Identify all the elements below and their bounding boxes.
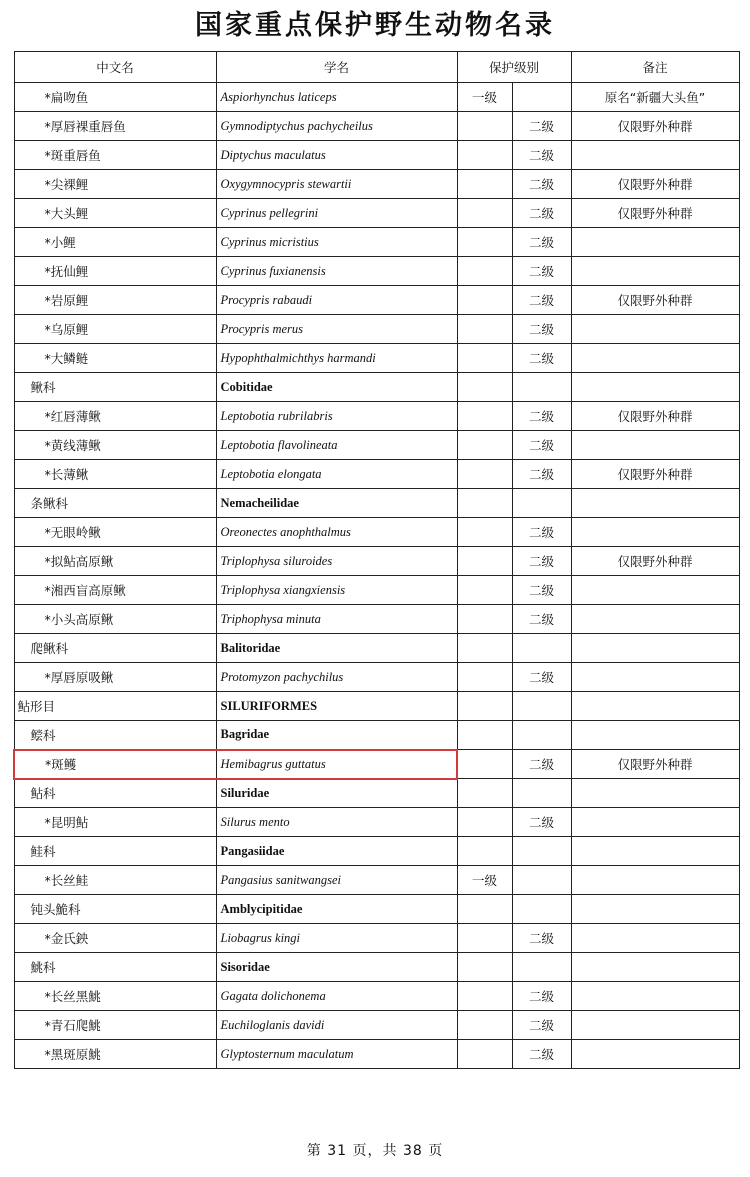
scientific-name-cell: Leptobotia rubrilabris [216, 402, 457, 431]
scientific-name-cell: Hypophthalmichthys harmandi [216, 344, 457, 373]
table-row [14, 779, 739, 808]
level-two-cell: 二级 [512, 576, 571, 605]
level-two-cell: 二级 [512, 402, 571, 431]
level-two-cell [512, 692, 571, 721]
level-two-cell [512, 634, 571, 663]
table-row [14, 982, 739, 1011]
level-one-cell [457, 518, 512, 547]
level-one-cell [457, 721, 512, 750]
remarks-cell: 仅限野外种群 [571, 199, 739, 228]
table-row [14, 112, 739, 141]
level-two-cell [512, 83, 571, 112]
level-two-cell: 二级 [512, 924, 571, 953]
chinese-name-cell: *小鲤 [14, 228, 216, 257]
remarks-cell: 仅限野外种群 [571, 112, 739, 141]
remarks-cell: 仅限野外种群 [571, 547, 739, 576]
level-one-cell [457, 982, 512, 1011]
level-one-cell [457, 257, 512, 286]
header-protection-level: 保护级别 [457, 52, 571, 83]
table-row [14, 924, 739, 953]
chinese-name-cell: *红唇薄鳅 [14, 402, 216, 431]
chinese-name-cell: *昆明鲇 [14, 808, 216, 837]
table-row [14, 83, 739, 112]
remarks-cell [571, 866, 739, 895]
chinese-name-cell: *厚唇裸重唇鱼 [14, 112, 216, 141]
level-one-cell [457, 286, 512, 315]
scientific-name-cell: Amblycipitidae [216, 895, 457, 924]
remarks-cell: 原名“新疆大头鱼” [571, 83, 739, 112]
remarks-cell: 仅限野外种群 [571, 460, 739, 489]
chinese-name-cell: *长丝黑鮡 [14, 982, 216, 1011]
level-one-cell [457, 837, 512, 866]
scientific-name-cell: Bagridae [216, 721, 457, 750]
scientific-name-cell: Procypris merus [216, 315, 457, 344]
table-row [14, 750, 739, 779]
level-one-cell [457, 141, 512, 170]
scientific-name-cell: Leptobotia elongata [216, 460, 457, 489]
chinese-name-cell: *岩原鲤 [14, 286, 216, 315]
scientific-name-cell: Cobitidae [216, 373, 457, 402]
level-two-cell: 二级 [512, 286, 571, 315]
level-two-cell: 二级 [512, 1040, 571, 1069]
chinese-name-cell: 钝头鮠科 [14, 895, 216, 924]
level-two-cell [512, 721, 571, 750]
level-two-cell: 二级 [512, 141, 571, 170]
table-row [14, 547, 739, 576]
chinese-name-cell: *小头高原鳅 [14, 605, 216, 634]
scientific-name-cell: Oxygymnocypris stewartii [216, 170, 457, 199]
remarks-cell [571, 518, 739, 547]
chinese-name-cell: *黄线薄鳅 [14, 431, 216, 460]
table-row [14, 141, 739, 170]
scientific-name-cell: Cyprinus pellegrini [216, 199, 457, 228]
table-row [14, 1011, 739, 1040]
level-two-cell [512, 895, 571, 924]
chinese-name-cell: *尖裸鲤 [14, 170, 216, 199]
level-two-cell: 二级 [512, 199, 571, 228]
scientific-name-cell: Aspiorhynchus laticeps [216, 83, 457, 112]
chinese-name-cell: *斑鳠 [14, 750, 216, 779]
level-one-cell [457, 170, 512, 199]
chinese-name-cell: *长薄鳅 [14, 460, 216, 489]
chinese-name-cell: *大鳞鲢 [14, 344, 216, 373]
level-two-cell: 二级 [512, 750, 571, 779]
scientific-name-cell: Triplophysa xiangxiensis [216, 576, 457, 605]
table-row [14, 692, 739, 721]
scientific-name-cell: Pangasiidae [216, 837, 457, 866]
level-two-cell: 二级 [512, 228, 571, 257]
scientific-name-cell: Protomyzon pachychilus [216, 663, 457, 692]
level-one-cell [457, 895, 512, 924]
table-row [14, 286, 739, 315]
table-body [14, 83, 739, 1069]
chinese-name-cell: 条鳅科 [14, 489, 216, 518]
remarks-cell [571, 837, 739, 866]
chinese-name-cell: 鮡科 [14, 953, 216, 982]
header-scientific-name: 学名 [216, 52, 457, 83]
level-two-cell: 二级 [512, 315, 571, 344]
chinese-name-cell: *无眼岭鳅 [14, 518, 216, 547]
chinese-name-cell: *乌原鲤 [14, 315, 216, 344]
level-one-cell [457, 315, 512, 344]
chinese-name-cell: *金氏鉠 [14, 924, 216, 953]
scientific-name-cell: Hemibagrus guttatus [216, 750, 457, 779]
scientific-name-cell: Gagata dolichonema [216, 982, 457, 1011]
scientific-name-cell: Siluridae [216, 779, 457, 808]
chinese-name-cell: 鲇科 [14, 779, 216, 808]
scientific-name-cell: Triplophysa siluroides [216, 547, 457, 576]
scientific-name-cell: Glyptosternum maculatum [216, 1040, 457, 1069]
level-two-cell [512, 779, 571, 808]
level-one-cell [457, 1040, 512, 1069]
scientific-name-cell: Cyprinus fuxianensis [216, 257, 457, 286]
table-row [14, 953, 739, 982]
remarks-cell [571, 373, 739, 402]
level-one-cell [457, 1011, 512, 1040]
level-two-cell: 二级 [512, 344, 571, 373]
remarks-cell [571, 924, 739, 953]
scientific-name-cell: Silurus mento [216, 808, 457, 837]
level-two-cell [512, 866, 571, 895]
level-one-cell [457, 634, 512, 663]
header-chinese-name: 中文名 [14, 52, 216, 83]
chinese-name-cell: *黑斑原鮡 [14, 1040, 216, 1069]
remarks-cell [571, 431, 739, 460]
level-one-cell [457, 924, 512, 953]
remarks-cell [571, 605, 739, 634]
scientific-name-cell: Sisoridae [216, 953, 457, 982]
remarks-cell: 仅限野外种群 [571, 402, 739, 431]
remarks-cell [571, 692, 739, 721]
level-two-cell [512, 837, 571, 866]
level-two-cell: 二级 [512, 605, 571, 634]
chinese-name-cell: 鲿科 [14, 721, 216, 750]
level-two-cell [512, 489, 571, 518]
level-two-cell [512, 953, 571, 982]
remarks-cell [571, 663, 739, 692]
table-row [14, 721, 739, 750]
remarks-cell: 仅限野外种群 [571, 286, 739, 315]
level-one-cell [457, 779, 512, 808]
level-one-cell [457, 953, 512, 982]
scientific-name-cell: Euchiloglanis davidi [216, 1011, 457, 1040]
table-row [14, 228, 739, 257]
scientific-name-cell: Procypris rabaudi [216, 286, 457, 315]
remarks-cell [571, 344, 739, 373]
scientific-name-cell: SILURIFORMES [216, 692, 457, 721]
table-row [14, 663, 739, 692]
chinese-name-cell: *厚唇原吸鳅 [14, 663, 216, 692]
scientific-name-cell: Nemacheilidae [216, 489, 457, 518]
table-row [14, 344, 739, 373]
remarks-cell [571, 808, 739, 837]
chinese-name-cell: 爬鳅科 [14, 634, 216, 663]
table-row [14, 1040, 739, 1069]
chinese-name-cell: *大头鲤 [14, 199, 216, 228]
species-table [13, 51, 740, 1069]
level-one-cell [457, 344, 512, 373]
level-two-cell: 二级 [512, 1011, 571, 1040]
level-two-cell: 二级 [512, 112, 571, 141]
table-row [14, 315, 739, 344]
table-row [14, 576, 739, 605]
level-two-cell: 二级 [512, 982, 571, 1011]
table-row [14, 431, 739, 460]
table-row [14, 605, 739, 634]
level-one-cell: 一级 [457, 866, 512, 895]
level-two-cell [512, 373, 571, 402]
remarks-cell [571, 228, 739, 257]
remarks-cell [571, 982, 739, 1011]
level-one-cell [457, 605, 512, 634]
scientific-name-cell: Leptobotia flavolineata [216, 431, 457, 460]
table-header-row [14, 52, 739, 83]
chinese-name-cell: 鲑科 [14, 837, 216, 866]
level-two-cell: 二级 [512, 431, 571, 460]
chinese-name-cell: *扁吻鱼 [14, 83, 216, 112]
remarks-cell [571, 779, 739, 808]
table-row [14, 199, 739, 228]
level-two-cell: 二级 [512, 518, 571, 547]
scientific-name-cell: Triphophysa minuta [216, 605, 457, 634]
level-one-cell [457, 228, 512, 257]
remarks-cell [571, 315, 739, 344]
remarks-cell [571, 1040, 739, 1069]
table-row [14, 373, 739, 402]
table-row [14, 866, 739, 895]
table-row [14, 257, 739, 286]
scientific-name-cell: Gymnodiptychus pachycheilus [216, 112, 457, 141]
table-row [14, 518, 739, 547]
level-two-cell: 二级 [512, 547, 571, 576]
scientific-name-cell: Liobagrus kingi [216, 924, 457, 953]
page-title: 国家重点保护野生动物名录 [195, 10, 555, 41]
level-one-cell [457, 663, 512, 692]
chinese-name-cell: *青石爬鮡 [14, 1011, 216, 1040]
scientific-name-cell: Balitoridae [216, 634, 457, 663]
scientific-name-cell: Cyprinus micristius [216, 228, 457, 257]
table-row [14, 402, 739, 431]
level-one-cell [457, 576, 512, 605]
level-one-cell [457, 112, 512, 141]
level-one-cell [457, 373, 512, 402]
remarks-cell [571, 634, 739, 663]
level-one-cell [457, 489, 512, 518]
remarks-cell [571, 895, 739, 924]
chinese-name-cell: *拟鲇高原鳅 [14, 547, 216, 576]
remarks-cell [571, 576, 739, 605]
remarks-cell [571, 257, 739, 286]
level-two-cell: 二级 [512, 170, 571, 199]
level-two-cell: 二级 [512, 808, 571, 837]
level-one-cell [457, 402, 512, 431]
level-one-cell: 一级 [457, 83, 512, 112]
level-one-cell [457, 808, 512, 837]
remarks-cell: 仅限野外种群 [571, 170, 739, 199]
chinese-name-cell: 鲇形目 [14, 692, 216, 721]
remarks-cell [571, 141, 739, 170]
level-two-cell: 二级 [512, 257, 571, 286]
remarks-cell [571, 1011, 739, 1040]
level-one-cell [457, 547, 512, 576]
level-one-cell [457, 460, 512, 489]
remarks-cell [571, 489, 739, 518]
scientific-name-cell: Diptychus maculatus [216, 141, 457, 170]
scientific-name-cell: Oreonectes anophthalmus [216, 518, 457, 547]
table-row [14, 634, 739, 663]
level-two-cell: 二级 [512, 460, 571, 489]
level-one-cell [457, 431, 512, 460]
page-number: 第 31 页，共 38 页 [306, 1143, 444, 1159]
table-row [14, 808, 739, 837]
table-row [14, 489, 739, 518]
level-one-cell [457, 692, 512, 721]
chinese-name-cell: *斑重唇鱼 [14, 141, 216, 170]
level-one-cell [457, 199, 512, 228]
chinese-name-cell: *长丝鲑 [14, 866, 216, 895]
remarks-cell [571, 953, 739, 982]
header-remarks: 备注 [571, 52, 739, 83]
table-row [14, 460, 739, 489]
table-row [14, 170, 739, 199]
level-two-cell: 二级 [512, 663, 571, 692]
table-row [14, 895, 739, 924]
remarks-cell: 仅限野外种群 [571, 750, 739, 779]
scientific-name-cell: Pangasius sanitwangsei [216, 866, 457, 895]
table-row [14, 837, 739, 866]
chinese-name-cell: *湘西盲高原鳅 [14, 576, 216, 605]
chinese-name-cell: 鳅科 [14, 373, 216, 402]
chinese-name-cell: *抚仙鲤 [14, 257, 216, 286]
level-one-cell [457, 750, 512, 779]
remarks-cell [571, 721, 739, 750]
